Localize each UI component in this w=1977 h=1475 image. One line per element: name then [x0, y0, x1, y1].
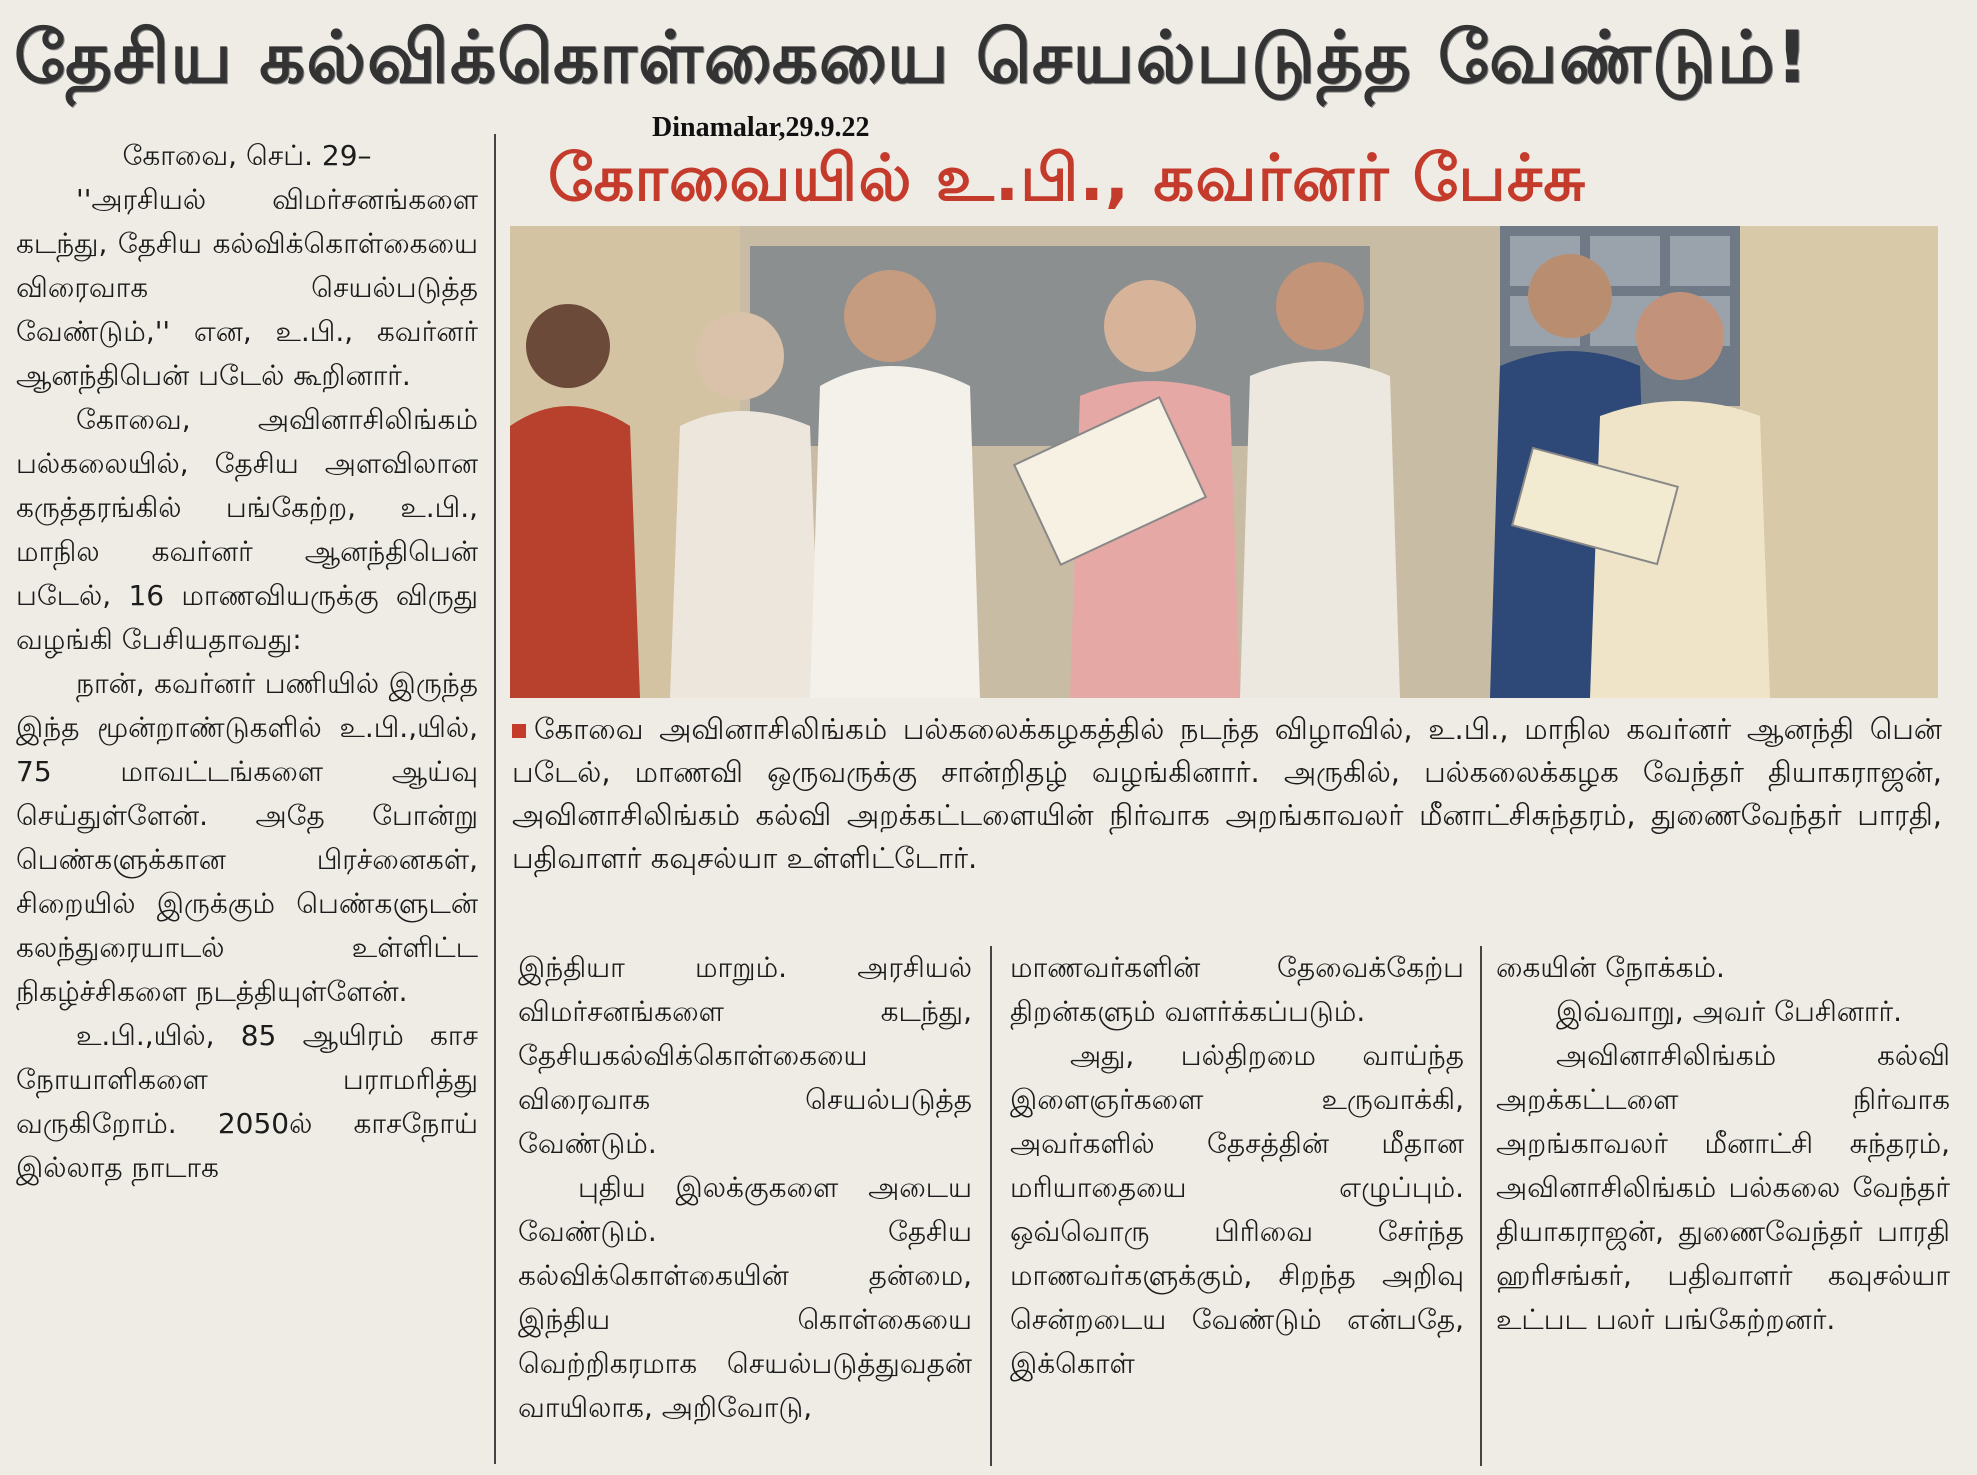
paragraph: ''அரசியல் விமர்சனங்களை கடந்து, தேசிய கல்விக்கொள்கையை விரைவாக செயல்படுத்த வேண்டும்,'' என, உ.பி., கவர்னர் ஆனந்திபென் படேல் கூறினார். — [16, 183, 478, 392]
paragraph: அது, பல்திறமை வாய்ந்த இளைஞர்களை உருவாக்கி, அவர்களில் தேசத்தின் மீதான மரியாதையை எழுப்பும். ஒவ்வொரு பிரிவை சேர்ந்த மாணவர்களுக்கும், சிறந்த அறிவு சென்றடைய வேண்டும் என்பதே, இக்கொள் — [1010, 1039, 1464, 1380]
event-photo — [510, 226, 1938, 698]
paragraph: அவினாசிலிங்கம் கல்வி அறக்கட்டளை நிர்வாக அறங்காவலர் மீனாட்சி சுந்தரம், அவினாசிலிங்கம் பல்கலை வேந்தர் தியாகராஜன், துணைவேந்தர் பாரதி ஹரிசங்கர், பதிவாளர் கவுசல்யா உட்பட பலர் பங்கேற்றனர். — [1496, 1039, 1950, 1336]
paragraph: நான், கவர்னர் பணியில் இருந்த இந்த மூன்றாண்டுகளில் உ.பி.,யில், 75 மாவட்டங்களை ஆய்வு செய்துள்ளேன். அதே போன்று பெண்களுக்கான பிரச்னைகள், சிறையில் இருக்கும் பெண்களுடன் கலந்துரையாடல் உள்ளிட்ட நிகழ்ச்சிகளை நடத்தியுள்ளேன். — [16, 667, 478, 1008]
paragraph: இந்தியா மாறும். அரசியல் விமர்சனங்களை கடந்து, தேசியகல்விக்கொள்கையை விரைவாக செயல்படுத்த வேண்டும். — [518, 951, 972, 1160]
paragraph: கோவை, அவினாசிலிங்கம் பல்கலையில், தேசிய அளவிலான கருத்தரங்கில் பங்கேற்ற, உ.பி., மாநில கவர்னர் ஆனந்திபென் படேல், 16 மாணவியருக்கு விருது வழங்கி பேசியதாவது: — [16, 403, 478, 656]
caption-text: கோவை அவினாசிலிங்கம் பல்கலைக்கழகத்தில் நடந்த விழாவில், உ.பி., மாநில கவர்னர் ஆனந்தி பென் படேல், மாணவி ஒருவருக்கு சான்றிதழ் வழங்கினார். அருகில், பல்கலைக்கழக வேந்தர் தியாகராஜன், அவினாசிலிங்கம் கல்வி அறக்கட்டளையின் நிர்வாக அறங்காவலர் மீனாட்சிசுந்தரம், துணைவேந்தர் பாரதி, பதிவாளர் கவுசல்யா உள்ளிட்டோர். — [512, 712, 1942, 875]
article-column-1 — [16, 134, 478, 1190]
paragraph: உ.பி.,யில், 85 ஆயிரம் காச நோயாளிகளை பராமரித்து வருகிறோம். 2050ல் காசநோய் இல்லாத நாடாக — [16, 1019, 478, 1184]
photo-caption — [512, 708, 1942, 880]
article-column-4 — [1496, 946, 1950, 1342]
article-column-2 — [518, 946, 972, 1430]
column-divider — [494, 134, 496, 1464]
paragraph: கையின் நோக்கம். — [1496, 951, 1725, 984]
caption-marker — [512, 724, 526, 738]
event-photo-illustration — [510, 226, 1938, 698]
paragraph: மாணவர்களின் தேவைக்கேற்ப திறன்களும் வளர்க்கப்படும். — [1010, 951, 1464, 1028]
headline: தேசிய கல்விக்கொள்கையை செயல்படுத்த வேண்டும்! — [14, 15, 1810, 99]
subheadline: கோவையில் உ.பி., கவர்னர் பேச்சு — [548, 142, 1587, 216]
dateline: கோவை, செப். 29– — [122, 139, 372, 172]
paragraph: புதிய இலக்குகளை அடைய வேண்டும். தேசிய கல்விக்கொள்கையின் தன்மை, இந்திய கொள்கையை வெற்றிகரமாக செயல்படுத்துவதன் வாயிலாக, அறிவோடு, — [518, 1171, 972, 1424]
paragraph: இவ்வாறு, அவர் பேசினார். — [1556, 995, 1903, 1028]
article-column-3 — [1010, 946, 1464, 1386]
column-divider — [1480, 946, 1482, 1466]
source-label: Dinamalar,29.9.22 — [652, 112, 870, 143]
column-divider — [990, 946, 992, 1466]
